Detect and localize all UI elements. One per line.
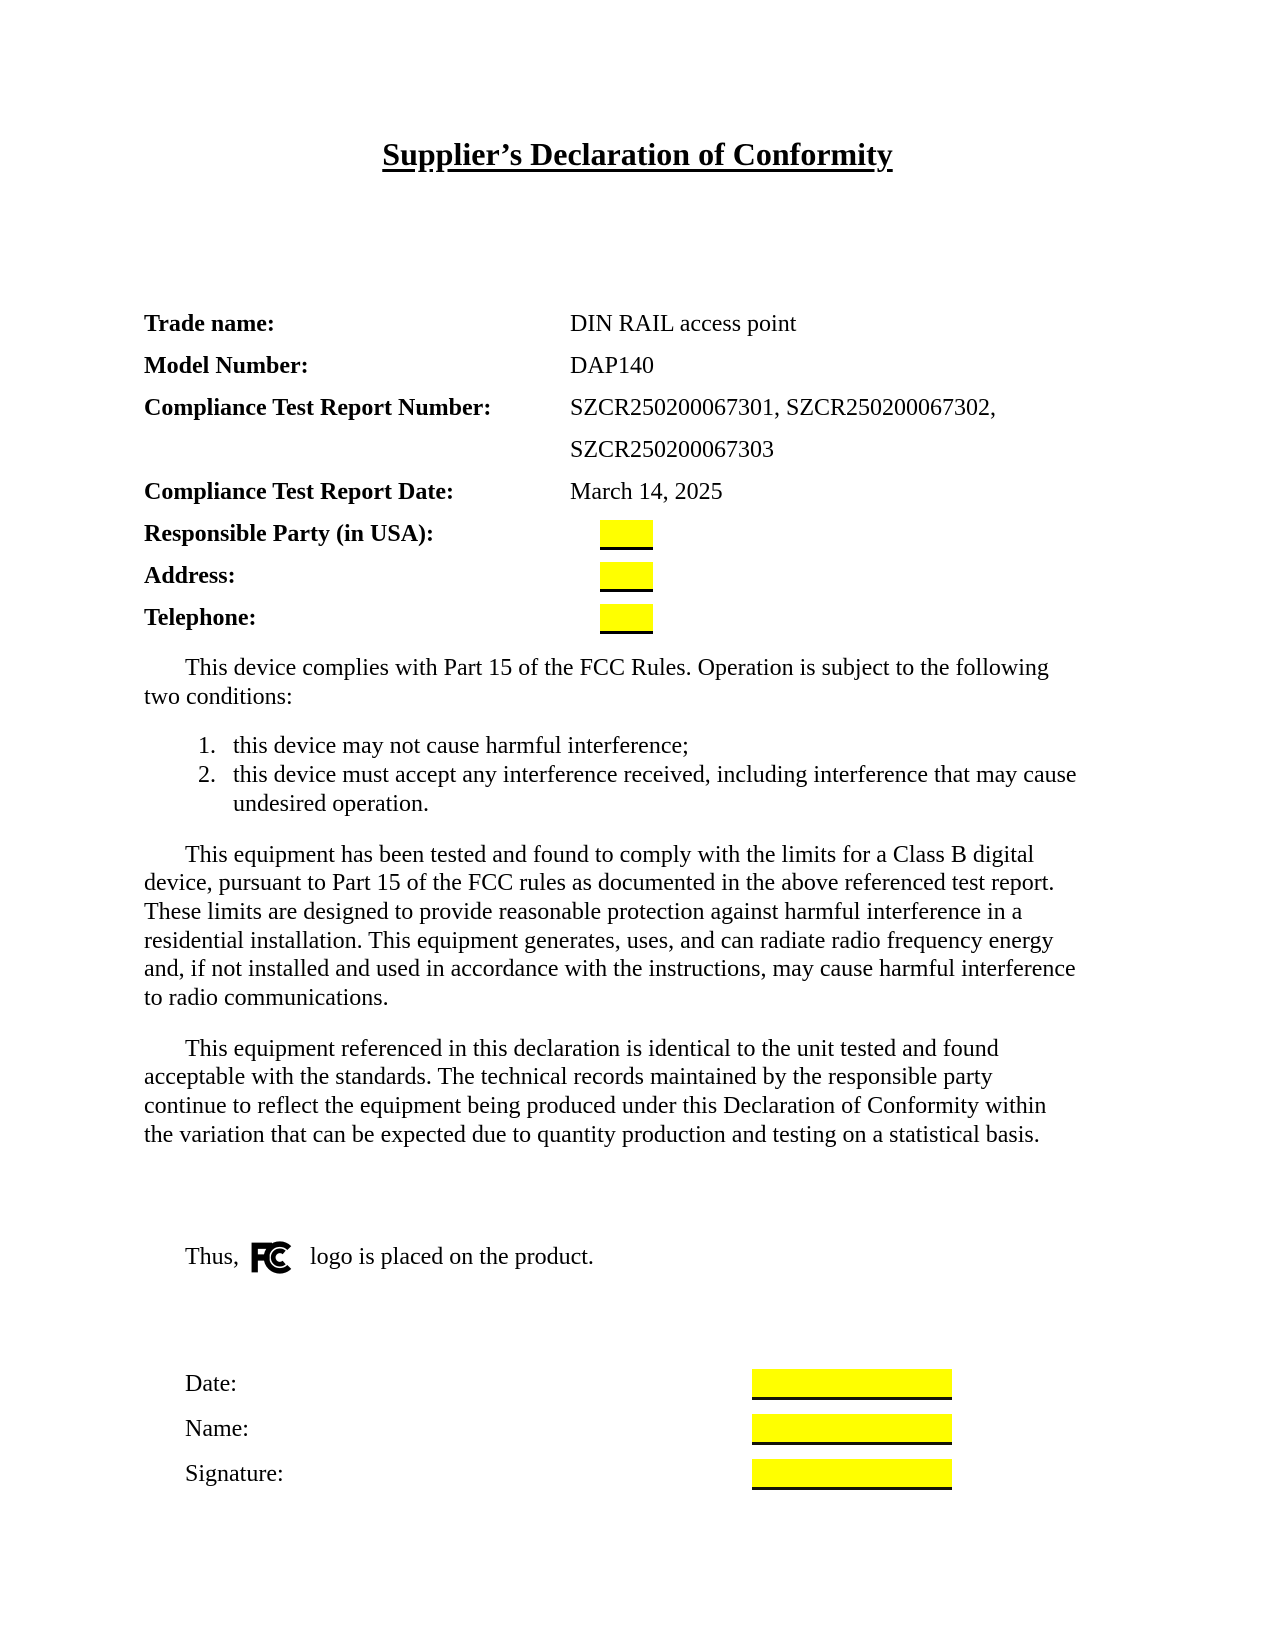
signature-row: [144, 1452, 1131, 1497]
field-label: Compliance Test Report Date:: [144, 479, 454, 505]
date-row: [144, 1362, 1131, 1407]
paragraph-line: device, pursuant to Part 15 of the FCC rules as documented in the above referenced test report.: [144, 870, 1055, 897]
field-row-responsible-party: [144, 513, 1131, 555]
field-row-trade-name: [144, 303, 1131, 345]
field-label: Responsible Party (in USA):: [144, 521, 435, 547]
paragraph-line: acceptable with the standards. The technical records maintained by the responsible party: [144, 1064, 993, 1091]
date-highlight-blank[interactable]: [752, 1369, 952, 1400]
field-value: SZCR250200067303: [570, 437, 775, 463]
date-label: Date:: [185, 1370, 237, 1397]
field-value: SZCR250200067301, SZCR250200067302,: [570, 395, 997, 421]
fcc-logo-statement: [144, 1238, 1131, 1278]
field-row-report-date: [144, 471, 1131, 513]
condition-item-2: [144, 761, 1131, 818]
thus-prefix: Thus,: [185, 1244, 239, 1271]
paragraph-line: the variation that can be expected due to quantity production and testing on a statistical basis.: [144, 1121, 1040, 1148]
paragraph-line: This equipment referenced in this declaration is identical to the unit tested and found: [185, 1035, 999, 1062]
field-value: DIN RAIL access point: [570, 311, 797, 337]
conditions-list: [144, 732, 1131, 818]
name-highlight-blank[interactable]: [752, 1414, 952, 1445]
list-number: 1.: [198, 733, 216, 760]
name-row: [144, 1407, 1131, 1452]
field-row-report-number: [144, 387, 1131, 471]
paragraph-line: two conditions:: [144, 683, 293, 710]
signature-label: Signature:: [185, 1460, 284, 1487]
responsible-party-highlight-blank[interactable]: [600, 520, 653, 550]
thus-suffix: logo is placed on the product.: [310, 1244, 594, 1271]
address-highlight-blank[interactable]: [600, 562, 653, 592]
paragraph-line: and, if not installed and used in accordance with the instructions, may cause harmful interference: [144, 956, 1076, 983]
paragraph-line: These limits are designed to provide reasonable protection against harmful interference in a: [144, 898, 1023, 925]
field-value: March 14, 2025: [570, 479, 723, 505]
name-label: Name:: [185, 1415, 249, 1442]
field-label: Trade name:: [144, 311, 275, 337]
fields-block: [144, 303, 1131, 639]
list-item-line: undesired operation.: [233, 790, 429, 817]
paragraph-line: to radio communications.: [144, 985, 389, 1012]
field-row-model-number: [144, 345, 1131, 387]
paragraph-fcc-rules: [144, 654, 1131, 711]
field-value: DAP140: [570, 353, 655, 379]
paragraph-identical-unit: [144, 1035, 1131, 1150]
field-label: Compliance Test Report Number:: [144, 395, 492, 421]
list-number: 2.: [198, 762, 216, 789]
telephone-highlight-blank[interactable]: [600, 604, 653, 634]
field-label: Address:: [144, 563, 236, 589]
field-label: Telephone:: [144, 605, 257, 631]
field-label: Model Number:: [144, 353, 309, 379]
paragraph-line: residential installation. This equipment generates, uses, and can radiate radio frequency energy: [144, 927, 1054, 954]
fcc-logo-icon: [248, 1241, 296, 1274]
list-item-line: this device must accept any interference received, including interference that may cause: [233, 762, 1077, 789]
condition-item-1: [144, 732, 1131, 761]
field-row-telephone: [144, 597, 1131, 639]
paragraph-line: This equipment has been tested and found to comply with the limits for a Class B digital: [185, 841, 1035, 868]
field-row-address: [144, 555, 1131, 597]
paragraph-line: This device complies with Part 15 of the FCC Rules. Operation is subject to the following: [185, 655, 1049, 681]
document-title: Supplier’s Declaration of Conformity: [382, 136, 893, 172]
paragraph-class-b: [144, 841, 1131, 1013]
list-item-line: this device may not cause harmful interference;: [233, 733, 689, 760]
paragraph-line: continue to reflect the equipment being produced under this Declaration of Conformity within: [144, 1093, 1047, 1120]
signature-section: [144, 1362, 1131, 1497]
signature-highlight-blank[interactable]: [752, 1459, 952, 1490]
